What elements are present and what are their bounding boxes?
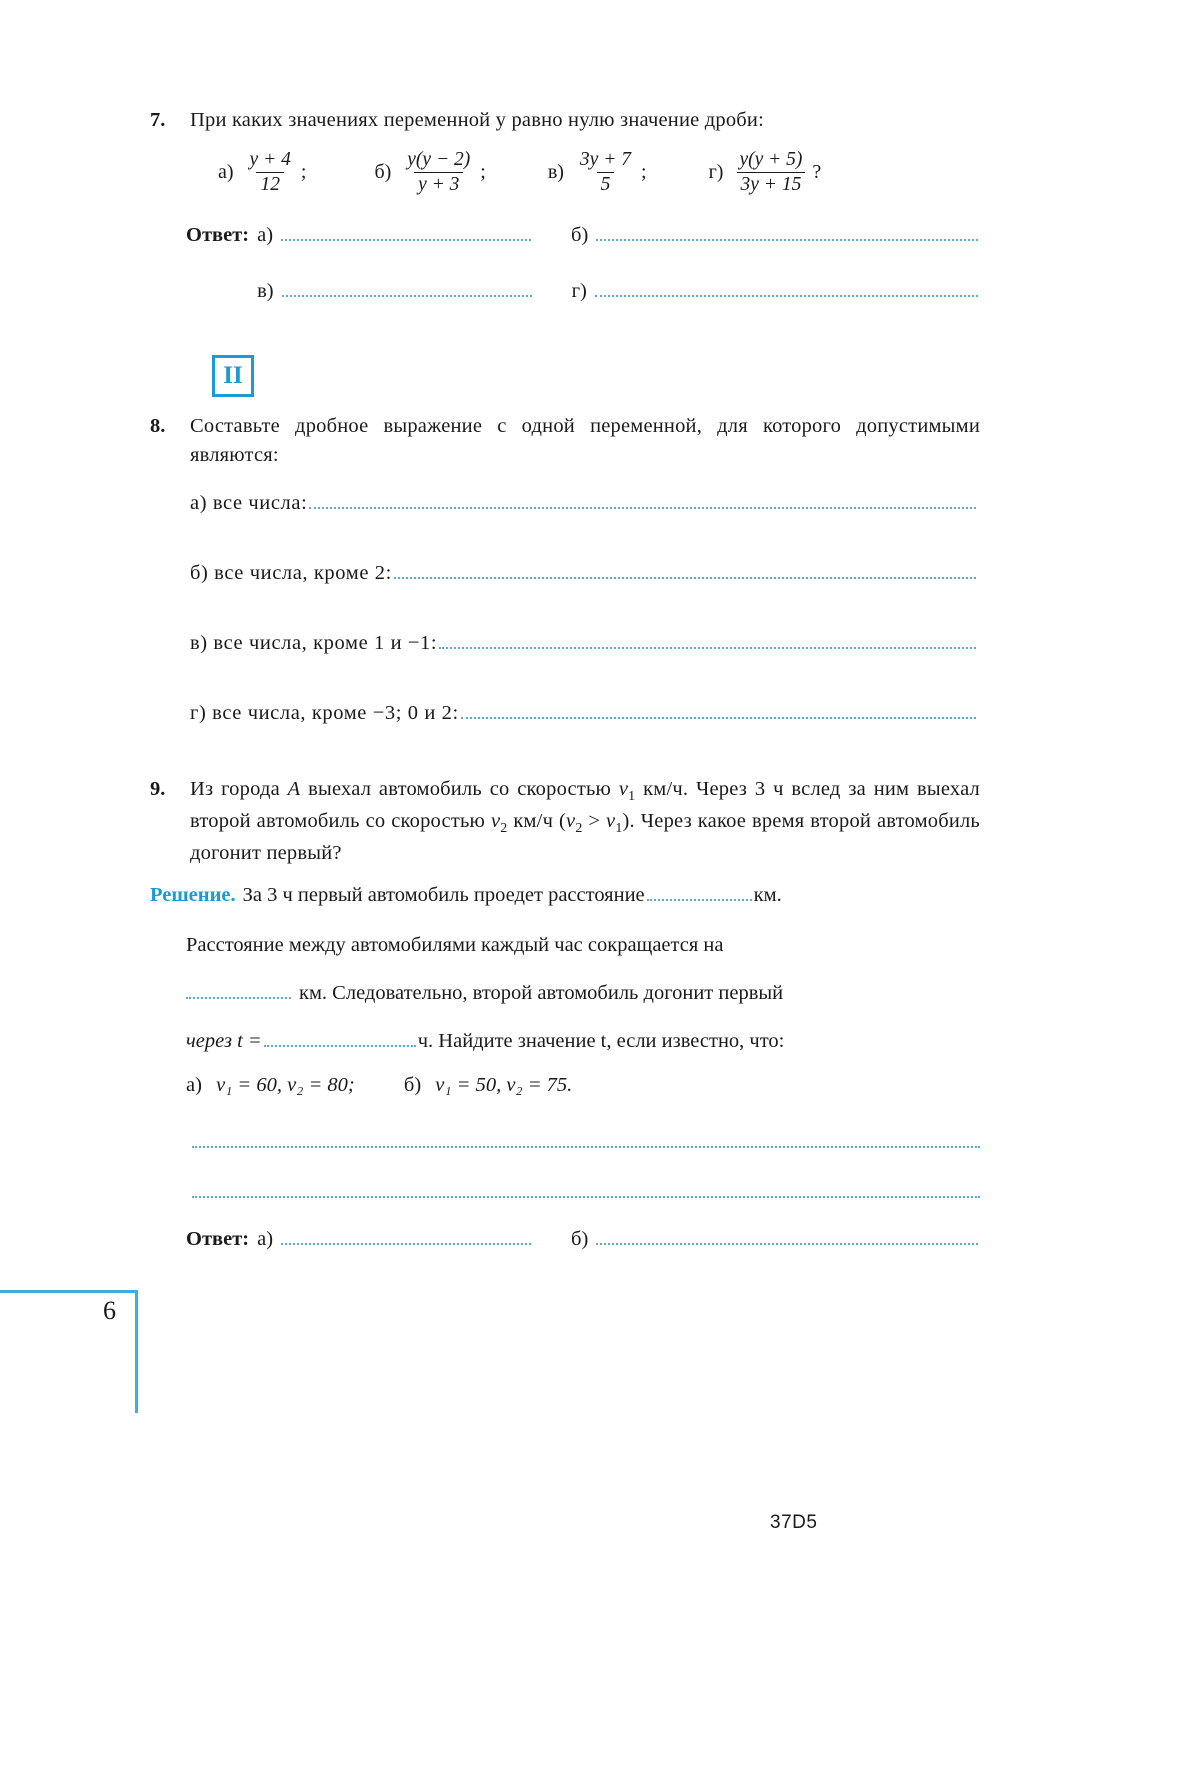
- solution-line-1-text: За 3 ч первый автомобиль проедет расстояние: [242, 884, 645, 906]
- exercise-7: [150, 106, 980, 196]
- exercise-9-answer-b-input[interactable]: [596, 1228, 978, 1245]
- variant-a-label: а): [186, 1074, 202, 1096]
- fraction-d-punctuation: ?: [812, 161, 822, 184]
- solution-label: Решение.: [150, 884, 236, 906]
- fraction-d-numerator: y(y + 5): [739, 149, 803, 171]
- exercise-8-item-b-label: б) все числа, кроме 2:: [190, 562, 392, 584]
- exercise-7-number: 7.: [150, 109, 166, 131]
- exercise-8-item-a: [190, 492, 978, 515]
- solution-blank-2[interactable]: [186, 982, 291, 999]
- exercise-7-answer-b-letter: б): [571, 224, 589, 246]
- fraction-a-denominator: 12: [256, 172, 284, 196]
- page-code: 37D5: [770, 1512, 818, 1533]
- exercise-8-item-c-input[interactable]: [439, 632, 976, 649]
- exercise-9-work-line-1-input[interactable]: [192, 1134, 980, 1148]
- exercise-8-item-d: [190, 702, 978, 725]
- exercise-9-city-label: A: [287, 778, 301, 800]
- exercise-9-answer-a-letter: а): [257, 1228, 274, 1250]
- exercise-9-prompt-seg3: км/ч. Через 3 ч вслед за ним выехал второй автомобиль со скоростью: [190, 778, 980, 832]
- exercise-8-item-a-label: а) все числа:: [190, 492, 308, 514]
- exercise-7-answer-row-1: [186, 224, 980, 247]
- exercise-8-item-a-input[interactable]: [309, 492, 976, 509]
- solution-line-4-prefix: через t =: [186, 1030, 262, 1052]
- exercise-7-answer-a-letter: а): [257, 224, 274, 246]
- exercise-7-answer-label: Ответ:: [186, 224, 250, 246]
- fraction-a-expression: [246, 149, 295, 196]
- exercise-8-item-d-label: г) все числа, кроме −3; 0 и 2:: [190, 702, 459, 724]
- exercise-9-answer-b-letter: б): [571, 1228, 589, 1250]
- solution-blank-3[interactable]: [264, 1030, 416, 1047]
- exercise-9-variants: [186, 1074, 978, 1097]
- section-marker-box: [212, 355, 254, 397]
- exercise-7-answer-c-input[interactable]: [282, 280, 532, 297]
- section-marker-roman: II: [223, 362, 243, 389]
- variant-b-text: v₁ = 50, v₂ = 75.: [435, 1074, 573, 1096]
- variant-a-text: v₁ = 60, v₂ = 80;: [216, 1074, 355, 1096]
- exercise-7-answer-d-letter: г): [571, 280, 587, 302]
- exercise-7-answer-c-letter: в): [257, 280, 274, 302]
- exercise-9-answer-row: [186, 1228, 980, 1251]
- solution-blank-1[interactable]: [647, 884, 752, 901]
- page-number-rule-horizontal: [0, 1290, 138, 1293]
- solution-line-1-unit: км.: [753, 884, 782, 906]
- fraction-b: [374, 149, 485, 196]
- exercise-9: [150, 775, 980, 868]
- exercise-7-fraction-row: [190, 149, 980, 196]
- exercise-8-item-c-label: в) все числа, кроме 1 и −1:: [190, 632, 438, 654]
- exercise-7-prompt-text: При каких значениях переменной y равно нулю значение дроби:: [190, 109, 764, 131]
- exercise-7-answer-b-input[interactable]: [596, 224, 978, 241]
- exercise-8-item-d-input[interactable]: [461, 702, 976, 719]
- fraction-c-denominator: 5: [597, 172, 615, 196]
- fraction-a-label: а): [218, 161, 234, 184]
- exercise-8-item-b: [190, 562, 978, 585]
- exercise-7-answer-row-2: [186, 280, 980, 303]
- page-number: 6: [103, 1296, 116, 1325]
- exercise-9-prompt: [190, 775, 980, 868]
- exercise-9-cond-v2-symbol: v: [566, 809, 576, 832]
- exercise-9-gt-operator: >: [582, 809, 607, 832]
- exercise-7-answer-d-input[interactable]: [595, 280, 978, 297]
- solution-line-3-text: км. Следовательно, второй автомобиль догонит первый: [299, 982, 784, 1004]
- exercise-9-cond-v1-symbol: v: [606, 809, 616, 832]
- exercise-9-v1-subscript: 1: [628, 789, 636, 805]
- fraction-d: [709, 149, 822, 196]
- fraction-b-denominator: y + 3: [414, 172, 463, 196]
- exercise-9-prompt-seg4: км/ч (: [507, 809, 566, 832]
- fraction-a: [218, 149, 306, 196]
- solution-line-3: [186, 982, 978, 1005]
- fraction-c: [548, 149, 647, 196]
- solution-line-2: [186, 934, 978, 957]
- exercise-7-answer-a-input[interactable]: [281, 224, 531, 241]
- solution-line-1: [150, 884, 980, 907]
- exercise-9-prompt-seg1: Из города: [190, 778, 288, 800]
- exercise-8: [150, 412, 980, 470]
- exercise-9-work-line-2-input[interactable]: [192, 1184, 980, 1198]
- fraction-c-numerator: 3y + 7: [579, 149, 631, 171]
- fraction-a-punctuation: ;: [300, 161, 307, 184]
- variant-b-label: б): [403, 1074, 422, 1096]
- exercise-8-item-c: [190, 632, 978, 655]
- exercise-9-answer-a-input[interactable]: [281, 1228, 531, 1245]
- exercise-9-number: 9.: [150, 778, 166, 800]
- fraction-b-label: б): [374, 161, 392, 184]
- solution-line-4: [186, 1030, 978, 1053]
- exercise-8-prompt: Составьте дробное выражение с одной переменной, для которого допустимыми являются:: [190, 415, 980, 467]
- fraction-b-numerator: y(y − 2): [407, 149, 471, 171]
- fraction-b-expression: [403, 149, 474, 196]
- exercise-9-v2-subscript: 2: [500, 820, 508, 836]
- exercise-9-prompt-seg5: ). Через какое время второй автомобиль догонит первый?: [190, 809, 980, 864]
- exercise-7-prompt: [190, 106, 980, 135]
- exercise-8-item-b-input[interactable]: [394, 562, 976, 579]
- exercise-9-work-line-1[interactable]: [190, 1134, 978, 1148]
- fraction-a-numerator: y + 4: [249, 149, 291, 171]
- exercise-9-work-line-2[interactable]: [190, 1184, 978, 1198]
- exercise-9-cond-v1-subscript: 1: [615, 820, 623, 836]
- exercise-9-v2-symbol: v: [490, 809, 501, 832]
- fraction-c-expression: [576, 149, 635, 196]
- fraction-d-denominator: 3y + 15: [737, 172, 806, 196]
- exercise-9-cond-v2-subscript: 2: [575, 820, 583, 836]
- fraction-d-expression: [735, 149, 806, 196]
- solution-line-2-text: Расстояние между автомобилями каждый час сокращается на: [186, 934, 724, 956]
- fraction-c-punctuation: ;: [641, 161, 647, 184]
- exercise-9-answer-label: Ответ:: [186, 1228, 250, 1250]
- page-number-rule-vertical: [135, 1290, 138, 1413]
- exercise-9-v1-symbol: v: [618, 778, 629, 800]
- solution-line-4-text: ч. Найдите значение t, если известно, что:: [417, 1030, 785, 1052]
- fraction-d-label: г): [708, 161, 724, 184]
- fraction-b-punctuation: ;: [480, 161, 486, 184]
- fraction-c-label: в): [547, 161, 564, 184]
- exercise-9-prompt-seg2: выехал автомобиль со скоростью: [300, 778, 619, 800]
- exercise-8-number: 8.: [150, 415, 166, 437]
